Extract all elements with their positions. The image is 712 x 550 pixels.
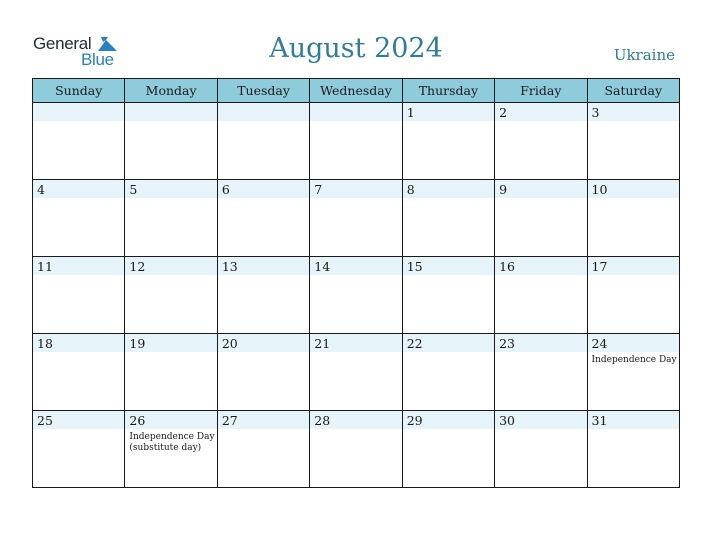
day-number: 18	[37, 336, 53, 351]
day-cell	[217, 411, 309, 488]
day-cell-band	[495, 103, 586, 121]
weekday-header-saturday: Saturday	[587, 79, 679, 103]
day-number: 22	[406, 336, 423, 351]
day-number: 16	[499, 259, 516, 274]
day-cell-band	[495, 180, 586, 198]
day-cell	[217, 334, 309, 411]
day-cell	[33, 257, 125, 334]
day-number: 21	[314, 336, 331, 351]
day-number: 20	[221, 336, 238, 351]
weekday-header-thursday: Thursday	[402, 79, 494, 103]
day-cell	[125, 334, 217, 411]
day-number: 15	[406, 259, 423, 274]
logo-word-blue: Blue	[81, 50, 114, 69]
weekday-header-row	[33, 79, 680, 103]
day-cell	[310, 103, 402, 180]
day-number: 13	[221, 259, 238, 274]
day-number: 7	[314, 182, 323, 197]
day-cell	[125, 257, 217, 334]
day-cell	[402, 180, 494, 257]
day-cell	[33, 411, 125, 488]
day-cell-band	[33, 180, 124, 198]
day-cell	[402, 103, 494, 180]
week-row	[33, 334, 680, 411]
day-number: 11	[37, 259, 53, 274]
day-number: 17	[591, 259, 608, 274]
week-row	[33, 411, 680, 488]
page-title: August 2024	[269, 33, 443, 64]
day-cell	[310, 411, 402, 488]
day-cell	[33, 103, 125, 180]
day-cell	[125, 103, 217, 180]
day-cell	[587, 257, 679, 334]
day-number: 12	[129, 259, 146, 274]
day-cell	[33, 180, 125, 257]
day-cell-band	[588, 103, 679, 121]
day-number: 28	[314, 413, 331, 428]
day-cell	[217, 257, 309, 334]
day-cell	[495, 103, 587, 180]
day-cell	[33, 334, 125, 411]
day-cell	[495, 257, 587, 334]
day-cell	[587, 411, 679, 488]
day-number: 9	[499, 182, 508, 197]
day-number: 4	[37, 182, 45, 197]
day-cell	[402, 411, 494, 488]
weekday-header-monday: Monday	[125, 79, 217, 103]
weekday-header-wednesday: Wednesday	[310, 79, 402, 103]
day-number: 24	[591, 336, 608, 351]
day-number: 14	[314, 259, 331, 274]
day-cell	[495, 411, 587, 488]
weekday-header-tuesday: Tuesday	[217, 79, 309, 103]
day-cell-band	[403, 103, 494, 121]
day-cell	[402, 334, 494, 411]
day-number: 2	[499, 105, 508, 120]
day-number: 10	[591, 182, 608, 197]
day-number: 30	[499, 413, 516, 428]
day-cell	[125, 180, 217, 257]
weekday-header-sunday: Sunday	[33, 79, 125, 103]
day-number: 5	[129, 182, 138, 197]
day-cell	[217, 103, 309, 180]
holiday-label: Independence Day	[591, 355, 677, 365]
week-row	[33, 103, 680, 180]
day-cell	[217, 180, 309, 257]
holiday-label: Independence Day (substitute day)	[129, 432, 215, 453]
weekday-header-friday: Friday	[495, 79, 587, 103]
day-cell-band	[310, 103, 401, 121]
logo-word-general: General	[33, 34, 92, 53]
week-row	[33, 257, 680, 334]
day-number: 3	[591, 105, 600, 120]
calendar-grid	[32, 78, 680, 488]
day-number: 1	[406, 105, 415, 120]
day-number: 29	[406, 413, 423, 428]
day-number: 6	[221, 182, 230, 197]
day-cell-band	[125, 103, 216, 121]
day-cell	[125, 411, 217, 488]
day-number: 23	[499, 336, 516, 351]
day-number: 27	[221, 413, 238, 428]
day-cell	[495, 334, 587, 411]
day-cell	[587, 334, 679, 411]
day-number: 25	[37, 413, 53, 428]
day-number: 26	[129, 413, 146, 428]
day-cell	[310, 257, 402, 334]
day-cell	[310, 180, 402, 257]
day-number: 19	[129, 336, 146, 351]
day-cell	[402, 257, 494, 334]
day-cell-band	[310, 180, 401, 198]
country-label: Ukraine	[613, 46, 675, 64]
day-cell-band	[218, 180, 309, 198]
day-cell	[587, 103, 679, 180]
day-number: 31	[591, 413, 608, 428]
day-cell-band	[218, 103, 309, 121]
day-cell	[587, 180, 679, 257]
day-cell	[495, 180, 587, 257]
day-cell-band	[403, 180, 494, 198]
day-cell-band	[33, 103, 124, 121]
week-row	[33, 180, 680, 257]
day-cell	[310, 334, 402, 411]
day-number: 8	[406, 182, 415, 197]
day-cell-band	[125, 180, 216, 198]
